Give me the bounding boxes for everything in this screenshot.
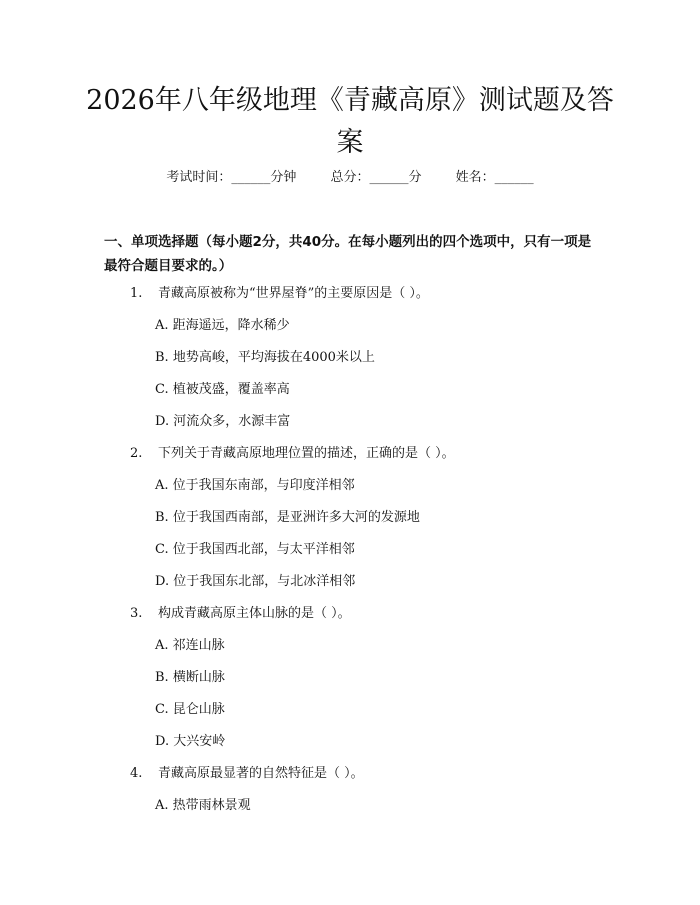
answer-option: B. 地势高峻，平均海拔在4000米以上: [155, 350, 375, 365]
answer-option: C. 植被茂盛，覆盖率高: [155, 382, 290, 397]
question-stem: [130, 762, 364, 781]
exam-info-line: [0, 166, 700, 185]
answer-option: B. 位于我国西南部，是亚洲许多大河的发源地: [155, 510, 420, 525]
answer-option: A. 祁连山脉: [155, 638, 225, 653]
exam-time-field: 考试时间：______分钟: [166, 170, 297, 185]
question-number: 1.: [130, 286, 143, 301]
question-number: 3.: [130, 606, 143, 621]
answer-option: C. 昆仑山脉: [155, 702, 225, 717]
question-stem: [130, 282, 429, 301]
question-stem: [130, 602, 351, 621]
answer-option: A. 位于我国东南部，与印度洋相邻: [155, 478, 355, 493]
page-title: 2026年八年级地理《青藏高原》测试题及答案: [86, 85, 614, 158]
answer-option: D. 河流众多，水源丰富: [155, 414, 291, 429]
answer-option: C. 位于我国西北部，与太平洋相邻: [155, 542, 355, 557]
question-text: 青藏高原被称为“世界屋脊”的主要原因是（ ）。: [158, 286, 429, 301]
question-text: 青藏高原最显著的自然特征是（ ）。: [158, 766, 364, 781]
answer-option: D. 位于我国东北部，与北冰洋相邻: [155, 574, 356, 589]
answer-option: D. 大兴安岭: [155, 734, 226, 749]
question-number: 4.: [130, 766, 143, 781]
question-text: 下列关于青藏高原地理位置的描述，正确的是（ ）。: [158, 446, 455, 461]
section-heading: 一、单项选择题（每小题2分，共40分。在每小题列出的四个选项中，只有一项是最符合题目要求的。）: [104, 234, 592, 274]
question-stem: [130, 442, 455, 461]
answer-option: A. 热带雨林景观: [155, 798, 251, 813]
student-name-field: 姓名：______: [455, 170, 534, 185]
question-text: 构成青藏高原主体山脉的是（ ）。: [158, 606, 351, 621]
total-score-field: 总分：______分: [330, 170, 422, 185]
answer-option: A. 距海遥远，降水稀少: [155, 318, 290, 333]
question-number: 2.: [130, 446, 143, 461]
answer-option: B. 横断山脉: [155, 670, 225, 685]
